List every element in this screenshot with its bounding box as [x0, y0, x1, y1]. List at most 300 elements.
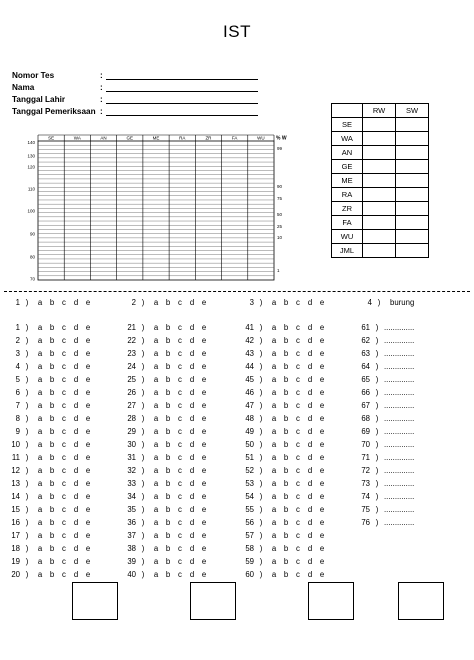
answer-option-e[interactable]: e: [319, 427, 325, 436]
answer-option-c[interactable]: c: [178, 531, 182, 540]
answer-option-b[interactable]: b: [283, 557, 289, 566]
answer-option-e[interactable]: e: [319, 362, 325, 371]
answer-option-c[interactable]: c: [178, 492, 182, 501]
answer-option-a[interactable]: a: [37, 453, 43, 462]
answer-option-c[interactable]: c: [62, 375, 66, 384]
answer-option-a[interactable]: a: [153, 453, 159, 462]
answer-option-a[interactable]: a: [153, 298, 159, 307]
answer-option-d[interactable]: d: [73, 427, 79, 436]
answer-option-c[interactable]: c: [296, 349, 300, 358]
answer-option-c[interactable]: c: [62, 570, 66, 579]
answer-option-c[interactable]: c: [62, 388, 66, 397]
answer-option-b[interactable]: b: [283, 531, 289, 540]
answer-option-a[interactable]: a: [153, 531, 159, 540]
answer-option-d[interactable]: d: [73, 349, 79, 358]
answer-option-c[interactable]: c: [296, 388, 300, 397]
answer-option-d[interactable]: d: [73, 479, 79, 488]
answer-option-e[interactable]: e: [319, 388, 325, 397]
answer-option-a[interactable]: a: [153, 414, 159, 423]
answer-option-d[interactable]: d: [189, 336, 195, 345]
answer-option-b[interactable]: b: [283, 570, 289, 579]
answer-option-d[interactable]: d: [189, 427, 195, 436]
answer-option-d[interactable]: d: [307, 401, 313, 410]
answer-blank[interactable]: ..............: [384, 323, 415, 332]
answer-option-a[interactable]: a: [37, 362, 43, 371]
answer-option-e[interactable]: e: [201, 388, 207, 397]
answer-option-a[interactable]: a: [153, 440, 159, 449]
answer-option-d[interactable]: d: [307, 531, 313, 540]
score-table-cell[interactable]: [396, 174, 429, 188]
answer-option-b[interactable]: b: [165, 388, 171, 397]
answer-option-c[interactable]: c: [296, 518, 300, 527]
score-table-cell[interactable]: [363, 118, 396, 132]
answer-option-d[interactable]: d: [307, 518, 313, 527]
answer-option-e[interactable]: e: [85, 388, 91, 397]
answer-option-e[interactable]: e: [201, 323, 207, 332]
answer-option-e[interactable]: e: [201, 479, 207, 488]
answer-option-b[interactable]: b: [165, 505, 171, 514]
answer-option-d[interactable]: d: [189, 466, 195, 475]
answer-option-e[interactable]: e: [201, 298, 207, 307]
answer-option-e[interactable]: e: [319, 323, 325, 332]
answer-option-a[interactable]: a: [37, 375, 43, 384]
answer-option-d[interactable]: d: [73, 323, 79, 332]
score-table-cell[interactable]: [396, 188, 429, 202]
score-table-cell[interactable]: [363, 132, 396, 146]
answer-option-c[interactable]: c: [62, 505, 66, 514]
answer-option-d[interactable]: d: [189, 531, 195, 540]
answer-option-c[interactable]: c: [178, 570, 182, 579]
answer-option-c[interactable]: c: [296, 336, 300, 345]
answer-option-c[interactable]: c: [62, 453, 66, 462]
answer-option-a[interactable]: a: [271, 427, 277, 436]
answer-option-c[interactable]: c: [178, 544, 182, 553]
answer-blank[interactable]: ..............: [384, 414, 415, 423]
answer-option-d[interactable]: d: [189, 323, 195, 332]
answer-option-b[interactable]: b: [49, 427, 55, 436]
answer-option-c[interactable]: c: [178, 453, 182, 462]
answer-option-e[interactable]: e: [319, 505, 325, 514]
answer-option-a[interactable]: a: [153, 557, 159, 566]
answer-option-e[interactable]: e: [201, 557, 207, 566]
answer-option-e[interactable]: e: [85, 440, 91, 449]
answer-option-a[interactable]: a: [271, 336, 277, 345]
answer-option-d[interactable]: d: [189, 349, 195, 358]
answer-option-c[interactable]: c: [62, 544, 66, 553]
answer-option-d[interactable]: d: [189, 298, 195, 307]
answer-option-a[interactable]: a: [271, 544, 277, 553]
answer-option-c[interactable]: c: [178, 440, 182, 449]
answer-option-d[interactable]: d: [189, 557, 195, 566]
answer-option-b[interactable]: b: [49, 375, 55, 384]
answer-blank[interactable]: ..............: [384, 492, 415, 501]
answer-option-a[interactable]: a: [37, 518, 43, 527]
answer-option-e[interactable]: e: [85, 414, 91, 423]
answer-option-c[interactable]: c: [178, 388, 182, 397]
answer-option-a[interactable]: a: [153, 466, 159, 475]
answer-option-b[interactable]: b: [49, 479, 55, 488]
answer-option-e[interactable]: e: [201, 427, 207, 436]
answer-blank[interactable]: ..............: [384, 427, 415, 436]
answer-option-d[interactable]: d: [189, 492, 195, 501]
answer-option-d[interactable]: d: [307, 505, 313, 514]
answer-option-c[interactable]: c: [62, 401, 66, 410]
answer-option-a[interactable]: a: [271, 531, 277, 540]
answer-option-e[interactable]: e: [85, 375, 91, 384]
answer-option-c[interactable]: c: [62, 557, 66, 566]
answer-option-b[interactable]: b: [283, 505, 289, 514]
score-table-cell[interactable]: [396, 244, 429, 258]
answer-option-d[interactable]: d: [73, 388, 79, 397]
answer-option-d[interactable]: d: [307, 544, 313, 553]
answer-option-e[interactable]: e: [85, 479, 91, 488]
answer-option-c[interactable]: c: [178, 298, 182, 307]
answer-option-b[interactable]: b: [165, 440, 171, 449]
answer-option-c[interactable]: c: [62, 414, 66, 423]
score-table-cell[interactable]: [363, 174, 396, 188]
answer-option-b[interactable]: b: [49, 414, 55, 423]
answer-option-e[interactable]: e: [85, 557, 91, 566]
answer-option-e[interactable]: e: [319, 414, 325, 423]
answer-option-a[interactable]: a: [153, 505, 159, 514]
answer-option-c[interactable]: c: [296, 323, 300, 332]
answer-option-c[interactable]: c: [296, 492, 300, 501]
answer-option-b[interactable]: b: [49, 453, 55, 462]
answer-option-b[interactable]: b: [283, 414, 289, 423]
answer-option-e[interactable]: e: [201, 349, 207, 358]
answer-option-e[interactable]: e: [201, 531, 207, 540]
answer-option-b[interactable]: b: [49, 466, 55, 475]
answer-option-e[interactable]: e: [201, 414, 207, 423]
answer-option-a[interactable]: a: [37, 557, 43, 566]
score-table-cell[interactable]: [363, 230, 396, 244]
answer-option-e[interactable]: e: [85, 298, 91, 307]
answer-option-a[interactable]: a: [37, 414, 43, 423]
answer-option-d[interactable]: d: [73, 401, 79, 410]
answer-option-c[interactable]: c: [62, 531, 66, 540]
answer-option-b[interactable]: b: [49, 570, 55, 579]
answer-option-a[interactable]: a: [153, 401, 159, 410]
answer-option-e[interactable]: e: [201, 518, 207, 527]
answer-option-c[interactable]: c: [178, 414, 182, 423]
answer-option-b[interactable]: b: [283, 479, 289, 488]
answer-option-c[interactable]: c: [296, 557, 300, 566]
answer-option-c[interactable]: c: [296, 544, 300, 553]
answer-option-b[interactable]: b: [49, 440, 55, 449]
answer-option-a[interactable]: a: [37, 466, 43, 475]
answer-blank[interactable]: ..............: [384, 453, 415, 462]
answer-option-e[interactable]: e: [319, 453, 325, 462]
answer-blank[interactable]: ..............: [384, 336, 415, 345]
answer-option-e[interactable]: e: [319, 336, 325, 345]
answer-option-b[interactable]: b: [49, 518, 55, 527]
answer-option-b[interactable]: b: [165, 479, 171, 488]
answer-option-b[interactable]: b: [283, 453, 289, 462]
answer-option-b[interactable]: b: [49, 505, 55, 514]
answer-option-b[interactable]: b: [165, 453, 171, 462]
answer-option-b[interactable]: b: [283, 544, 289, 553]
answer-option-e[interactable]: e: [319, 401, 325, 410]
answer-option-e[interactable]: e: [319, 544, 325, 553]
answer-option-a[interactable]: a: [271, 388, 277, 397]
answer-option-b[interactable]: b: [165, 518, 171, 527]
answer-option-b[interactable]: b: [283, 298, 289, 307]
answer-blank[interactable]: ..............: [384, 375, 415, 384]
answer-option-b[interactable]: b: [165, 336, 171, 345]
answer-option-c[interactable]: c: [62, 518, 66, 527]
answer-option-c[interactable]: c: [62, 427, 66, 436]
answer-option-a[interactable]: a: [37, 349, 43, 358]
answer-option-c[interactable]: c: [296, 375, 300, 384]
answer-blank[interactable]: ..............: [384, 401, 415, 410]
answer-blank[interactable]: ..............: [384, 505, 415, 514]
answer-option-a[interactable]: a: [271, 349, 277, 358]
score-table-cell[interactable]: [363, 160, 396, 174]
answer-option-b[interactable]: b: [165, 362, 171, 371]
answer-option-c[interactable]: c: [178, 518, 182, 527]
answer-option-e[interactable]: e: [319, 479, 325, 488]
answer-option-e[interactable]: e: [201, 544, 207, 553]
answer-option-a[interactable]: a: [271, 505, 277, 514]
answer-option-e[interactable]: e: [85, 323, 91, 332]
answer-option-c[interactable]: c: [62, 349, 66, 358]
answer-option-e[interactable]: e: [201, 570, 207, 579]
answer-option-d[interactable]: d: [73, 570, 79, 579]
answer-option-e[interactable]: e: [319, 492, 325, 501]
answer-option-e[interactable]: e: [201, 336, 207, 345]
answer-option-c[interactable]: c: [178, 479, 182, 488]
answer-option-e[interactable]: e: [319, 440, 325, 449]
score-table-cell[interactable]: [396, 160, 429, 174]
answer-option-b[interactable]: b: [49, 362, 55, 371]
answer-option-a[interactable]: a: [271, 414, 277, 423]
answer-option-c[interactable]: c: [296, 505, 300, 514]
answer-blank[interactable]: ..............: [384, 362, 415, 371]
answer-option-c[interactable]: c: [296, 570, 300, 579]
score-table-cell[interactable]: [363, 202, 396, 216]
answer-option-a[interactable]: a: [153, 375, 159, 384]
answer-option-a[interactable]: a: [271, 557, 277, 566]
answer-option-b[interactable]: b: [283, 440, 289, 449]
answer-option-b[interactable]: b: [283, 466, 289, 475]
answer-option-c[interactable]: c: [62, 323, 66, 332]
answer-option-e[interactable]: e: [85, 466, 91, 475]
answer-option-d[interactable]: d: [73, 544, 79, 553]
answer-option-d[interactable]: d: [189, 440, 195, 449]
answer-option-e[interactable]: e: [201, 440, 207, 449]
answer-option-a[interactable]: a: [37, 492, 43, 501]
answer-option-a[interactable]: a: [271, 492, 277, 501]
answer-option-c[interactable]: c: [62, 492, 66, 501]
answer-option-b[interactable]: b: [283, 427, 289, 436]
answer-option-b[interactable]: b: [165, 544, 171, 553]
answer-option-a[interactable]: a: [271, 323, 277, 332]
answer-option-a[interactable]: a: [37, 323, 43, 332]
answer-option-d[interactable]: d: [73, 492, 79, 501]
answer-option-b[interactable]: b: [49, 336, 55, 345]
score-box-2[interactable]: [190, 582, 236, 620]
answer-option-e[interactable]: e: [85, 362, 91, 371]
score-table-cell[interactable]: [396, 118, 429, 132]
answer-option-c[interactable]: c: [178, 323, 182, 332]
answer-option-b[interactable]: b: [49, 531, 55, 540]
answer-option-d[interactable]: d: [307, 298, 313, 307]
answer-option-a[interactable]: a: [37, 505, 43, 514]
answer-option-b[interactable]: b: [165, 401, 171, 410]
answer-option-b[interactable]: b: [283, 362, 289, 371]
answer-option-a[interactable]: a: [37, 440, 43, 449]
answer-option-d[interactable]: d: [307, 453, 313, 462]
answer-option-b[interactable]: b: [49, 557, 55, 566]
answer-option-d[interactable]: d: [73, 336, 79, 345]
answer-option-d[interactable]: d: [73, 440, 79, 449]
answer-option-b[interactable]: b: [283, 388, 289, 397]
answer-option-d[interactable]: d: [73, 298, 79, 307]
answer-option-b[interactable]: b: [165, 375, 171, 384]
answer-option-d[interactable]: d: [307, 375, 313, 384]
answer-option-b[interactable]: b: [283, 492, 289, 501]
answer-option-d[interactable]: d: [73, 453, 79, 462]
answer-option-d[interactable]: d: [189, 479, 195, 488]
answer-option-e[interactable]: e: [319, 375, 325, 384]
answer-option-b[interactable]: b: [49, 401, 55, 410]
answer-option-e[interactable]: e: [319, 466, 325, 475]
answer-option-c[interactable]: c: [62, 440, 66, 449]
answer-option-b[interactable]: b: [165, 298, 171, 307]
answer-option-e[interactable]: e: [85, 570, 91, 579]
answer-option-a[interactable]: a: [271, 466, 277, 475]
answer-option-a[interactable]: a: [37, 401, 43, 410]
answer-option-b[interactable]: b: [165, 323, 171, 332]
answer-option-e[interactable]: e: [201, 375, 207, 384]
answer-option-a[interactable]: a: [271, 570, 277, 579]
answer-option-c[interactable]: c: [178, 362, 182, 371]
answer-option-b[interactable]: b: [49, 349, 55, 358]
answer-option-d[interactable]: d: [73, 375, 79, 384]
answer-option-e[interactable]: e: [201, 362, 207, 371]
answer-option-d[interactable]: d: [307, 466, 313, 475]
answer-option-e[interactable]: e: [85, 401, 91, 410]
answer-option-e[interactable]: e: [85, 453, 91, 462]
answer-option-e[interactable]: e: [85, 505, 91, 514]
answer-option-c[interactable]: c: [296, 479, 300, 488]
answer-option-e[interactable]: e: [85, 492, 91, 501]
answer-option-a[interactable]: a: [153, 479, 159, 488]
answer-option-e[interactable]: e: [319, 518, 325, 527]
score-box-3[interactable]: [308, 582, 354, 620]
answer-option-c[interactable]: c: [178, 349, 182, 358]
answer-blank[interactable]: ..............: [384, 388, 415, 397]
answer-option-e[interactable]: e: [201, 453, 207, 462]
answer-option-e[interactable]: e: [319, 349, 325, 358]
answer-option-d[interactable]: d: [307, 570, 313, 579]
answer-option-b[interactable]: b: [283, 349, 289, 358]
answer-option-c[interactable]: c: [62, 336, 66, 345]
answer-option-a[interactable]: a: [271, 518, 277, 527]
answer-option-d[interactable]: d: [307, 557, 313, 566]
answer-option-a[interactable]: a: [271, 479, 277, 488]
answer-option-d[interactable]: d: [73, 362, 79, 371]
answer-option-c[interactable]: c: [296, 401, 300, 410]
answer-option-e[interactable]: e: [85, 531, 91, 540]
answer-option-c[interactable]: c: [62, 466, 66, 475]
answer-option-b[interactable]: b: [283, 375, 289, 384]
answer-option-a[interactable]: a: [153, 427, 159, 436]
answer-option-c[interactable]: c: [296, 362, 300, 371]
answer-option-b[interactable]: b: [283, 401, 289, 410]
answer-option-d[interactable]: d: [189, 401, 195, 410]
answer-option-d[interactable]: d: [189, 453, 195, 462]
answer-option-b[interactable]: b: [165, 427, 171, 436]
answer-option-c[interactable]: c: [296, 298, 300, 307]
score-table-cell[interactable]: [396, 132, 429, 146]
answer-blank[interactable]: ..............: [384, 349, 415, 358]
answer-option-d[interactable]: d: [307, 362, 313, 371]
answer-option-d[interactable]: d: [73, 518, 79, 527]
answer-option-b[interactable]: b: [165, 349, 171, 358]
answer-option-d[interactable]: d: [307, 440, 313, 449]
answer-option-c[interactable]: c: [62, 298, 66, 307]
answer-option-e[interactable]: e: [319, 570, 325, 579]
answer-option-b[interactable]: b: [283, 323, 289, 332]
answer-option-c[interactable]: c: [178, 427, 182, 436]
answer-option-a[interactable]: a: [37, 336, 43, 345]
answer-option-e[interactable]: e: [85, 349, 91, 358]
answer-option-b[interactable]: b: [49, 388, 55, 397]
answer-option-c[interactable]: c: [178, 557, 182, 566]
answer-option-d[interactable]: d: [307, 323, 313, 332]
answer-option-c[interactable]: c: [296, 440, 300, 449]
answer-option-b[interactable]: b: [165, 414, 171, 423]
answer-option-a[interactable]: a: [37, 544, 43, 553]
score-table-cell[interactable]: [363, 216, 396, 230]
score-table-cell[interactable]: [396, 230, 429, 244]
answer-option-d[interactable]: d: [189, 518, 195, 527]
answer-option-d[interactable]: d: [189, 362, 195, 371]
answer-option-a[interactable]: a: [153, 492, 159, 501]
answer-blank[interactable]: ..............: [384, 479, 415, 488]
answer-option-a[interactable]: a: [37, 570, 43, 579]
answer-option-b[interactable]: b: [165, 531, 171, 540]
answer-option-c[interactable]: c: [178, 375, 182, 384]
answer-option-d[interactable]: d: [73, 505, 79, 514]
answer-option-c[interactable]: c: [178, 401, 182, 410]
answer-option-b[interactable]: b: [165, 492, 171, 501]
answer-option-d[interactable]: d: [307, 336, 313, 345]
answer-option-b[interactable]: b: [165, 466, 171, 475]
answer-option-d[interactable]: d: [189, 414, 195, 423]
answer-option-e[interactable]: e: [319, 557, 325, 566]
answer-option-a[interactable]: a: [153, 570, 159, 579]
answer-option-a[interactable]: a: [37, 388, 43, 397]
answer-option-e[interactable]: e: [85, 518, 91, 527]
answer-option-e[interactable]: e: [201, 505, 207, 514]
answer-option-a[interactable]: a: [37, 427, 43, 436]
answer-option-a[interactable]: a: [37, 479, 43, 488]
answer-option-a[interactable]: a: [37, 531, 43, 540]
answer-option-a[interactable]: a: [271, 362, 277, 371]
answer-option-b[interactable]: b: [49, 492, 55, 501]
answer-option-e[interactable]: e: [85, 544, 91, 553]
answer-option-e[interactable]: e: [85, 336, 91, 345]
score-table-cell[interactable]: [396, 202, 429, 216]
answer-option-d[interactable]: d: [189, 375, 195, 384]
answer-option-e[interactable]: e: [201, 466, 207, 475]
answer-option-d[interactable]: d: [189, 505, 195, 514]
answer-option-b[interactable]: b: [165, 557, 171, 566]
answer-option-b[interactable]: b: [283, 518, 289, 527]
answer-option-c[interactable]: c: [296, 466, 300, 475]
